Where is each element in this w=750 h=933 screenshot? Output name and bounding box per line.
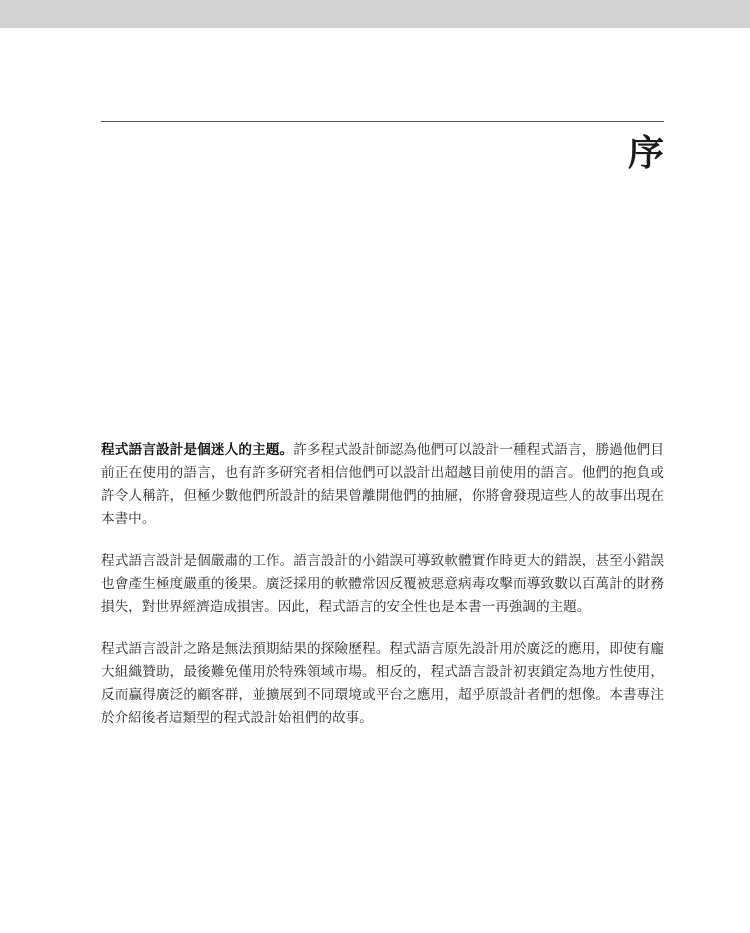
paragraph-1-text: 許多程式設計師認為他們可以設計一種程式語言，勝過他們目前正在使用的語言，也有許多研究者相信他們可以設計出超越目前使用的語言。他們的抱負或許令人稱許，但極少數他們所設計的結果曾離開他們的抽屜，你將會發現這些人的故事出現在本書中。 [101, 442, 665, 527]
paragraph-2-text: 程式語言設計是個嚴肅的工作。語言設計的小錯誤可導致軟體實作時更大的錯誤，甚至小錯誤也會產生極度嚴重的後果。廣泛採用的軟體常因反覆被惡意病毒攻擊而導致數以百萬計的財務損失，對世界經濟造成損害。因此，程式語言的安全性也是本書一再強調的主題。 [101, 553, 664, 615]
paragraph-3 [101, 638, 664, 730]
paragraph-1-lead: 程式語言設計是個迷人的主題。 [101, 442, 294, 458]
top-gray-band [0, 0, 750, 28]
preface-body [101, 439, 664, 749]
paragraph-3-text: 程式語言設計之路是無法預期結果的探險歷程。程式語言原先設計用於廣泛的應用，即使有龐大組織贊助，最後難免僅用於特殊領域市場。相反的，程式語言設計初衷鎖定為地方性使用，反而贏得廣泛的顧客群，並擴展到不同環境或平台之應用，超乎原設計者們的想像。本書專注於介紹後者這類型的程式設計始祖們的故事。 [101, 641, 664, 726]
paragraph-1 [101, 439, 664, 531]
paragraph-2 [101, 550, 664, 619]
page-heading: 序 [627, 133, 664, 174]
heading-rule [101, 121, 664, 122]
book-page [0, 28, 750, 933]
